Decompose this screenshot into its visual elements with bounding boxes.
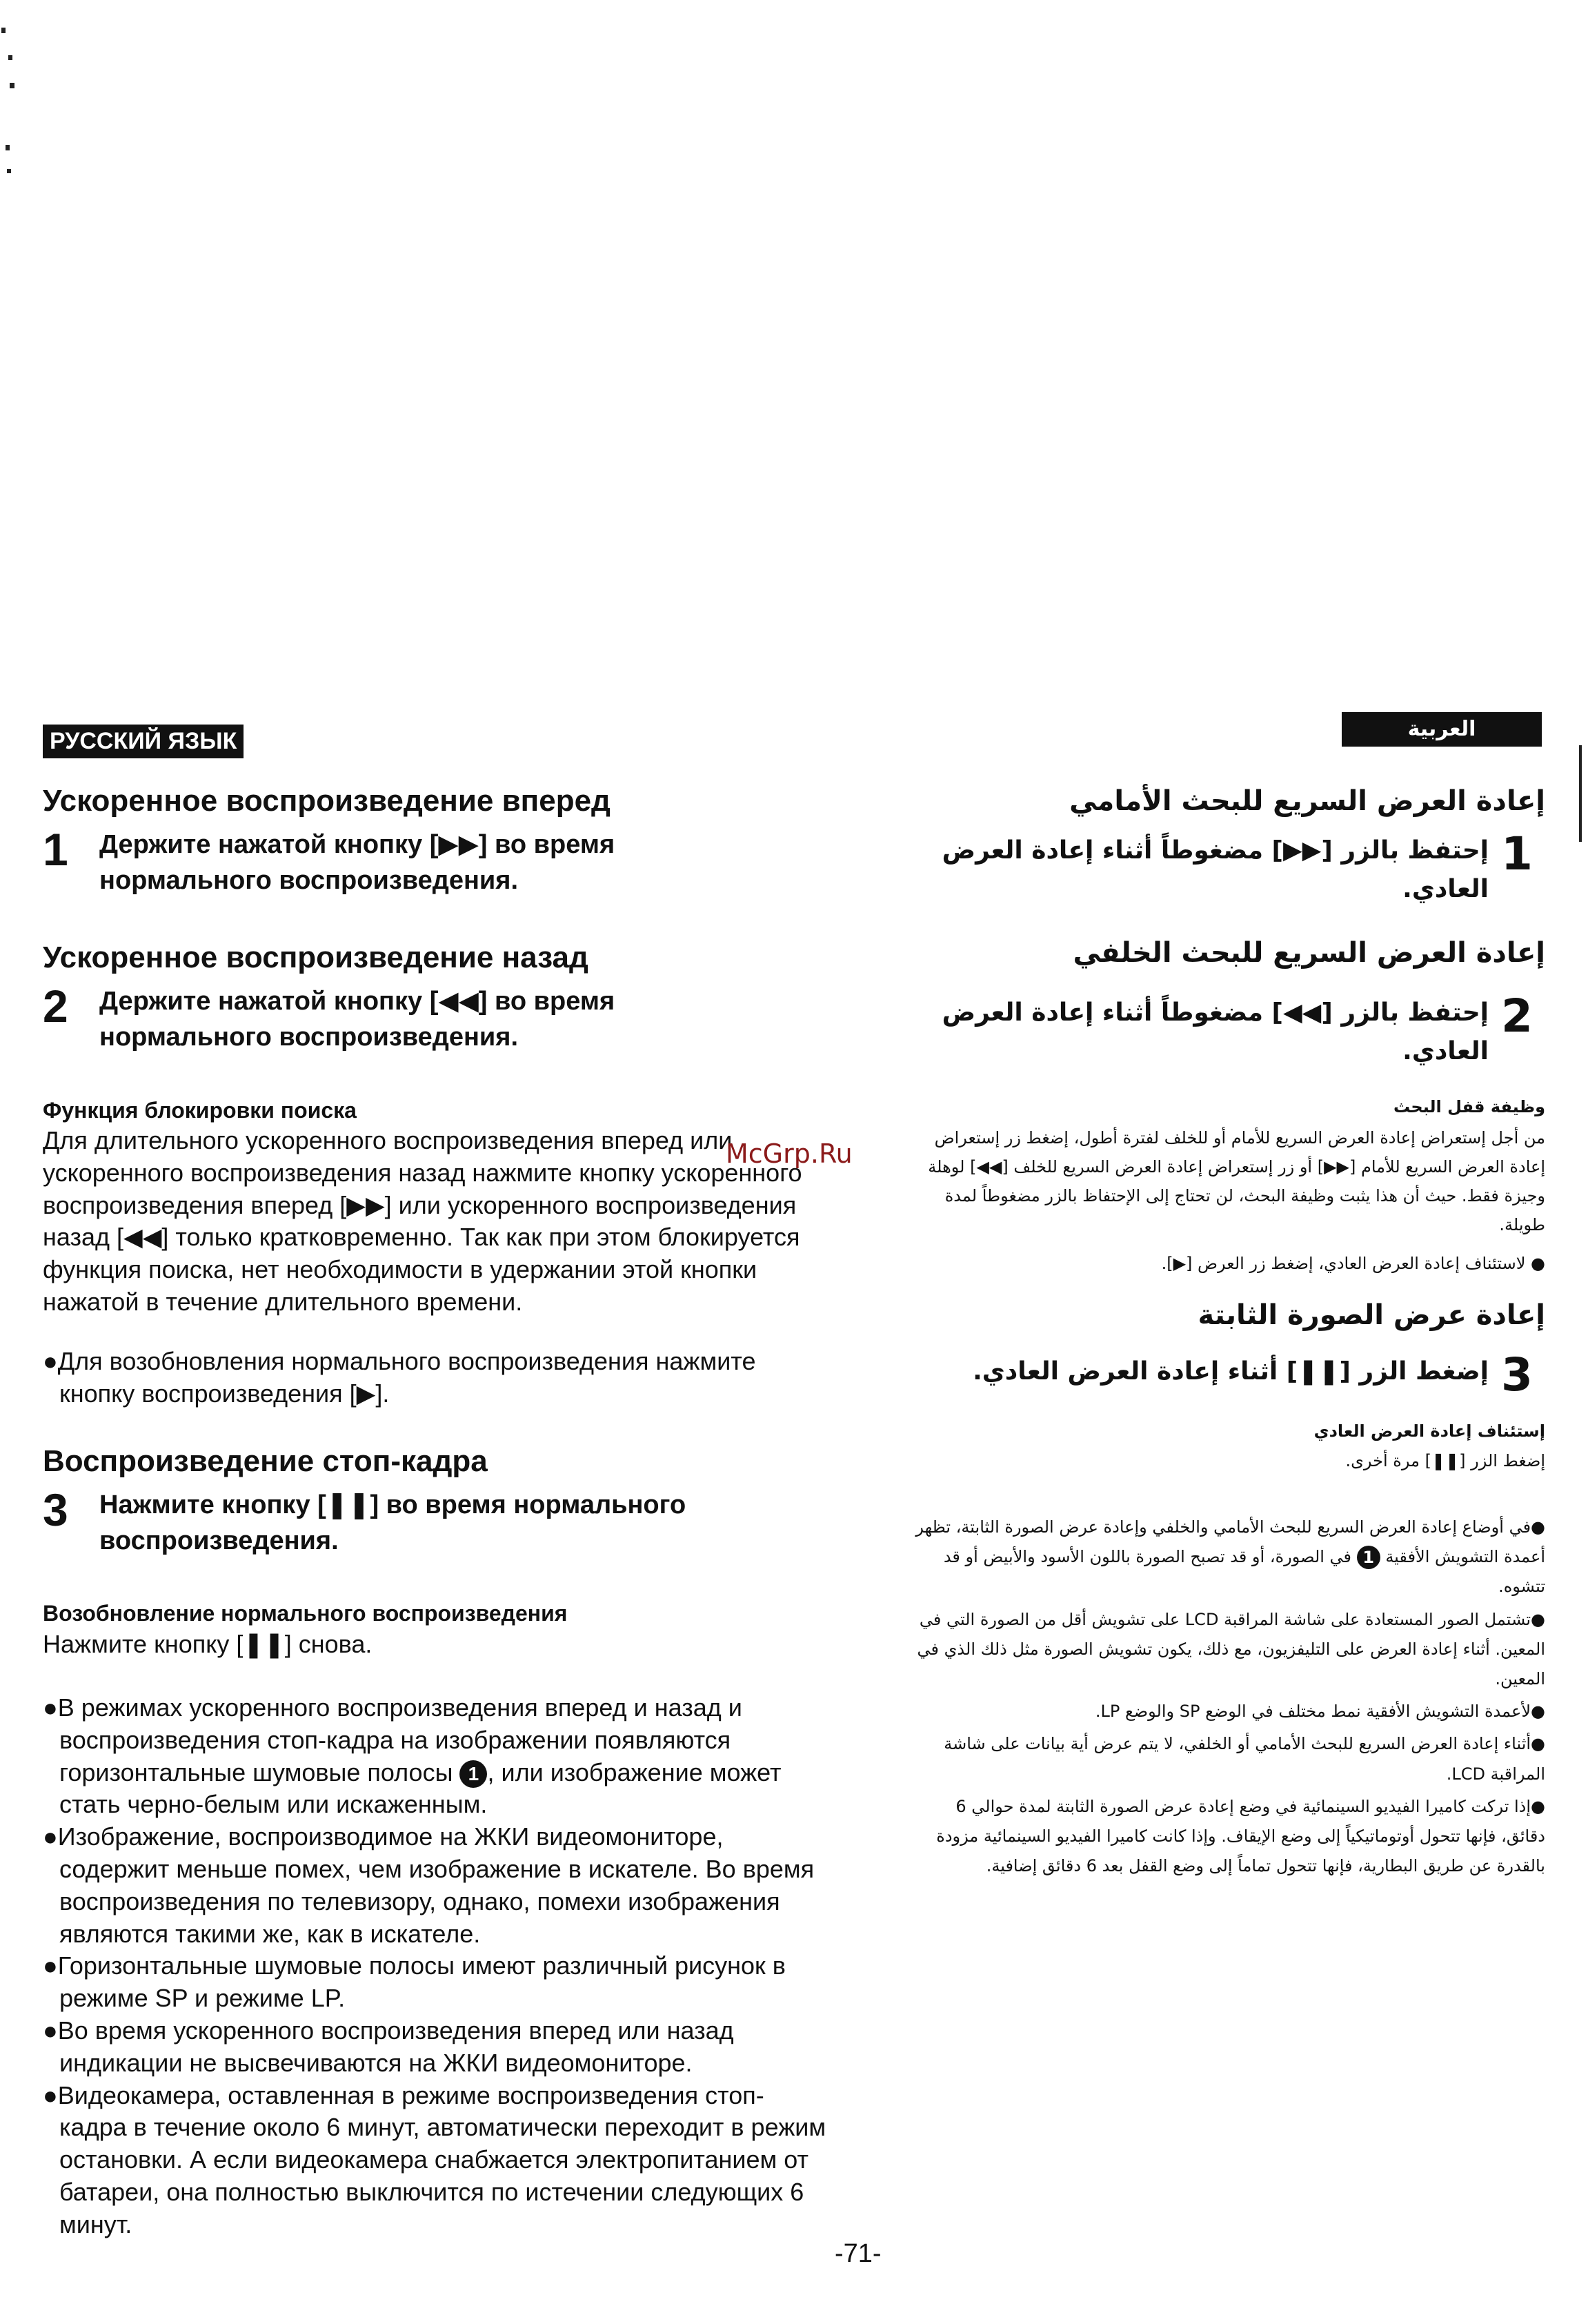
note-item	[43, 1821, 829, 1950]
ru-step-1	[43, 824, 836, 899]
note-text: , или изображение может стать черно-белым или искаженным.	[59, 1757, 782, 1819]
step-number: 1	[1501, 827, 1533, 880]
ru-step-2	[43, 983, 836, 1056]
note-text: في الصورة، أو قد تصبح الصورة باللون الأسود والأبيض أو قد تتشوه.	[943, 1547, 1545, 1597]
arabic-language-label: العربية	[1407, 717, 1476, 741]
bullet-dot: ●	[43, 2080, 58, 2109]
ar-notes-list	[911, 1513, 1545, 1884]
note-item	[911, 1697, 1545, 1726]
note-text: تشتمل الصور المستعادة على شاشة المراقبة LCD على تشويش أقل من الصورة التي في المعين. أثناء إعادة العرض على التليفزيون، مع ذلك، يكون تشويش الصورة مثل ذلك الذي في المعين.	[917, 1609, 1545, 1688]
bullet-dot: ●	[1531, 1796, 1545, 1816]
ar-lock-body: من أجل إستعراض إعادة العرض السريع للأمام أو للخلف لفترة أطول، إضغط زر إستعراض إعادة العرض السريع للأمام [▶▶] أو زر إستعراض إعادة العرض السريع للخلف [◀◀] لوهلة وجيزة فقط. حيث أن هذا يثبت وظيفة البحث، لن تحتاج إلى الإحتفاظ بالزر مضغوطاً لمدة طويلة.	[928, 1128, 1545, 1234]
scan-mark	[10, 83, 14, 88]
note-text: Горизонтальные шумовые полосы имеют различный рисунок в режиме SP и режиме LP.	[57, 1951, 786, 2013]
ru-resume-body: Нажмите кнопку [❚❚] снова.	[43, 1630, 373, 1658]
step-number: 2	[43, 981, 68, 1032]
bullet-dot: ●	[43, 1822, 58, 1851]
step-text: Держите нажатой кнопку [◀◀] во время нормального воспроизведения.	[99, 987, 615, 1052]
note-text: Видеокамера, оставленная в режиме воспроизведения стоп-кадра в течение около 6 минут, автоматически переходит в режим остановки. А если видеокамера снабжается электропитанием от батареи, она полностью выключится по истечении следующих 6 минут.	[57, 2080, 826, 2238]
step-number: 3	[43, 1484, 68, 1535]
note-item	[43, 1950, 829, 2015]
note-item	[43, 2080, 829, 2241]
bullet-text: Для возобновления нормального воспроизведения нажмите кнопку воспроизведения [▶].	[57, 1347, 756, 1408]
ar-still-heading: إعادة عرض الصورة الثابتة	[1198, 1299, 1545, 1331]
step-text: Держите нажатой кнопку [▶▶] во время нормального воспроизведения.	[99, 830, 615, 896]
step-number: 2	[1501, 989, 1533, 1043]
bullet-dot: ●	[43, 1347, 58, 1375]
bullet-dot: ●	[1531, 1702, 1545, 1722]
watermark: McGrp.Ru	[726, 1139, 853, 1169]
note-item	[43, 1692, 829, 1821]
ru-backward-heading: Ускоренное воспроизведение назад	[43, 941, 588, 974]
ru-forward-heading: Ускоренное воспроизведение вперед	[43, 784, 611, 818]
bullet-dot: ●	[1531, 1734, 1545, 1754]
bullet-dot: ●	[43, 2016, 58, 2045]
note-item	[911, 1792, 1545, 1882]
note-item	[911, 1729, 1545, 1789]
step-number: 1	[43, 824, 68, 875]
ru-lock-bullet	[43, 1346, 829, 1410]
ru-lock-heading: Функция блокировки поиска	[43, 1098, 357, 1123]
note-text: إذا تركت كاميرا الفيديو السينمائية في وضع إعادة عرض الصورة الثابتة لمدة حوالي 6 دقائق، فإنها تتحول أوتوماتيكياً إلى وضع الإيقاف. وإذا كانت كاميرا الفيديو السينمائية مزودة بالقدرة عن طريق البطارية، فإنها تتحول تماماً إلى وضع القفل بعد 6 دقائق إضافية.	[936, 1796, 1545, 1876]
ar-backward-heading: إعادة العرض السريع للبحث الخلفي	[1073, 937, 1545, 969]
ru-resume-heading: Возобновление нормального воспроизведения	[43, 1601, 568, 1626]
note-text: أثناء إعادة العرض السريع للبحث الأمامي أو الخلفي، لا يتم عرض أية بيانات على شاشة المراقبة LCD.	[944, 1734, 1545, 1784]
bullet-dot: ●	[1531, 1609, 1545, 1629]
note-text: لأعمدة التشويش الأفقية نمط مختلف في الوضع SP والوضع LP.	[1095, 1702, 1531, 1722]
step-number: 3	[1501, 1348, 1533, 1401]
bullet-text: لاستئناف إعادة العرض العادي، إضغط زر العرض [▶].	[1161, 1254, 1526, 1273]
page-number: -71-	[835, 2239, 882, 2268]
ru-notes-list	[43, 1692, 829, 2241]
ar-step-2	[911, 989, 1545, 1071]
step-text: إضغط الزر [❚❚] أثناء إعادة العرض العادي.	[973, 1357, 1489, 1386]
note-item	[911, 1605, 1545, 1695]
ru-step-3	[43, 1484, 836, 1559]
ar-lock-bullet	[911, 1249, 1545, 1278]
note-item	[911, 1513, 1545, 1602]
note-text: في أوضاع إعادة العرض السريع للبحث الأمامي والخلفي وإعادة عرض الصورة الثابتة، تظهر أعمدة التشويش الأفقية	[915, 1517, 1545, 1567]
ar-lock-heading: وظيفة قفل البحث	[1393, 1097, 1545, 1116]
bullet-dot: ●	[43, 1951, 58, 1980]
note-text: Во время ускоренного воспроизведения вперед или назад индикации не высвечиваются на ЖКИ видеомониторе.	[57, 2016, 734, 2077]
ar-step-1	[911, 827, 1545, 909]
step-text: Нажмите кнопку [❚❚] во время нормального воспроизведения.	[99, 1490, 686, 1556]
scan-mark	[6, 145, 10, 150]
scan-mark	[7, 169, 11, 173]
noise-bars-reference-marker: 1	[459, 1760, 487, 1788]
scan-mark	[8, 55, 12, 60]
arabic-language-tab	[1342, 712, 1542, 747]
ar-resume-heading: إستئناف إعادة العرض العادي	[1313, 1421, 1545, 1441]
ru-lock-body: Для длительного ускоренного воспроизведения вперед или ускоренного воспроизведения назад нажмите кнопку ускоренного воспроизведения вперед [▶▶] или ускоренного воспроизведения назад [◀◀] только кратковременно. Так как при этом блокируется функция поиска, нет необходимости в удержании этой кнопки нажатой в течение длительного времени.	[43, 1126, 802, 1316]
ar-step-3	[911, 1348, 1545, 1401]
russian-language-tab: РУССКИЙ ЯЗЫК	[43, 725, 244, 758]
bullet-dot: ●	[1531, 1254, 1545, 1273]
note-text: Изображение, воспроизводимое на ЖКИ видеомониторе, содержит меньше помех, чем изображение в искателе. Во время воспроизведения по телевизору, однако, помехи изображения являются такими же, как в искателе.	[57, 1822, 815, 1948]
step-text: إحتفظ بالزر [▶▶] مضغوطاً أثناء إعادة العرض العادي.	[942, 836, 1489, 903]
ru-still-heading: Воспроизведение стоп-кадра	[43, 1444, 488, 1478]
bullet-dot: ●	[1531, 1517, 1545, 1537]
note-text: В режимах ускоренного воспроизведения вперед и назад и воспроизведения стоп-кадра на изображении появляются горизонтальные шумовые полосы	[57, 1693, 742, 1786]
bullet-dot: ●	[43, 1693, 58, 1722]
noise-bars-reference-marker: 1	[1357, 1546, 1380, 1569]
ar-forward-heading: إعادة العرض السريع للبحث الأمامي	[1069, 785, 1545, 817]
note-item	[43, 2015, 829, 2080]
right-edge-line	[1579, 745, 1582, 842]
step-text: إحتفظ بالزر [◀◀] مضغوطاً أثناء إعادة العرض العادي.	[942, 998, 1489, 1065]
ar-resume-body: إضغط الزر [❚❚] مرة أخرى.	[1345, 1451, 1545, 1470]
scan-mark	[1, 28, 6, 33]
